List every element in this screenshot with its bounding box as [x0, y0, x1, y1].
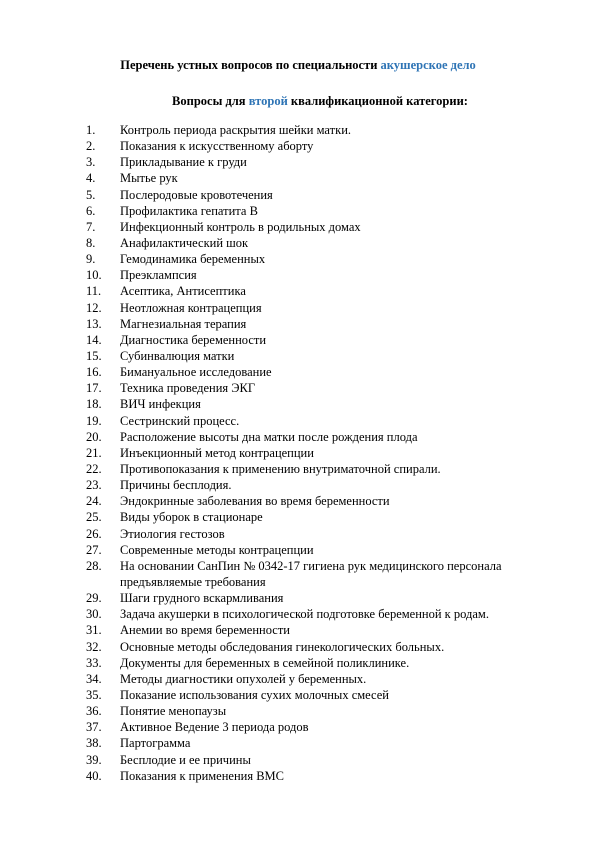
- question-number: 6.: [86, 203, 96, 218]
- question-number: 33.: [86, 655, 102, 670]
- question-text: Показания к искусственному аборту: [120, 139, 314, 154]
- question-text: Партограмма: [120, 736, 191, 751]
- question-number: 21.: [86, 445, 102, 460]
- title-accent: акушерское дело: [380, 58, 476, 72]
- question-item: [0, 687, 596, 703]
- question-text: Техника проведения ЭКГ: [120, 381, 256, 396]
- question-text: Противопоказания к применению внутриматочной спирали.: [120, 461, 441, 476]
- question-number: 35.: [86, 687, 102, 702]
- question-text: Диагностика беременности: [120, 332, 267, 347]
- question-number: 37.: [86, 720, 102, 735]
- question-number: 11.: [86, 284, 102, 299]
- question-text: Сестринский процесс.: [120, 413, 240, 428]
- question-item: [0, 300, 596, 316]
- question-item: [0, 622, 596, 638]
- question-text: Методы диагностики опухолей у беременных.: [120, 671, 367, 686]
- question-number: 27.: [86, 542, 102, 557]
- question-text: Гемодинамика беременных: [120, 252, 266, 267]
- document-subtitle: [0, 93, 596, 109]
- question-text: Виды уборок в стационаре: [120, 510, 263, 525]
- question-item: [0, 606, 596, 622]
- question-item: [0, 429, 596, 445]
- question-item: [0, 170, 596, 186]
- question-item: [0, 703, 596, 719]
- question-item: [0, 493, 596, 509]
- question-text: Шаги грудного вскармливания: [120, 591, 284, 606]
- question-item: [0, 639, 596, 655]
- subtitle-suffix: квалификационной категории:: [287, 94, 468, 108]
- question-item: [0, 283, 596, 299]
- question-number: 31.: [86, 623, 102, 638]
- question-text: Преэклампсия: [120, 268, 197, 283]
- question-text: Активное Ведение 3 периода родов: [120, 720, 309, 735]
- question-number: 28.: [86, 558, 102, 573]
- question-text: Расположение высоты дна матки после рождения плода: [120, 429, 418, 444]
- question-number: 13.: [86, 316, 102, 331]
- question-number: 15.: [86, 348, 102, 363]
- question-number: 4.: [86, 171, 96, 186]
- question-number: 1.: [86, 123, 96, 137]
- question-text: ВИЧ инфекция: [120, 397, 201, 412]
- question-text: Показания к применения ВМС: [120, 768, 285, 783]
- question-item: [0, 558, 596, 590]
- question-item: [0, 445, 596, 461]
- question-text: Послеродовые кровотечения: [120, 187, 273, 202]
- question-text: Мытье рук: [120, 171, 178, 186]
- question-item: [0, 461, 596, 477]
- question-item: [0, 203, 596, 219]
- question-item: [0, 768, 596, 784]
- question-number: 29.: [86, 591, 102, 606]
- subtitle-prefix: Вопросы для: [172, 94, 249, 108]
- question-text: Современные методы контрацепции: [120, 542, 314, 557]
- question-text: Неотложная контрацепция: [120, 300, 262, 315]
- question-item: [0, 235, 596, 251]
- question-number: 8.: [86, 235, 96, 250]
- question-item: [0, 122, 596, 138]
- question-number: 12.: [86, 300, 102, 315]
- question-text: Этиология гестозов: [120, 526, 225, 541]
- document-title: [0, 57, 596, 73]
- question-item: [0, 655, 596, 671]
- question-text: Контроль периода раскрытия шейки матки.: [120, 123, 352, 137]
- question-number: 14.: [86, 332, 102, 347]
- question-number: 7.: [86, 219, 96, 234]
- question-text: Понятие менопаузы: [120, 704, 227, 719]
- question-text: Задача акушерки в психологической подготовке беременной к родам.: [120, 607, 489, 622]
- question-text: На основании СанПин № 0342-17 гигиена рук медицинского персонала предъявляемые требования: [120, 558, 502, 589]
- question-text: Инъекционный метод контрацепции: [120, 445, 314, 460]
- question-item: [0, 526, 596, 542]
- question-text: Эндокринные заболевания во время беременности: [120, 494, 390, 509]
- question-item: [0, 396, 596, 412]
- question-number: 30.: [86, 607, 102, 622]
- question-text: Прикладывание к груди: [120, 155, 247, 170]
- question-number: 19.: [86, 413, 102, 428]
- question-item: [0, 332, 596, 348]
- question-text: Анемии во время беременности: [120, 623, 290, 638]
- question-item: [0, 671, 596, 687]
- question-number: 23.: [86, 478, 102, 493]
- question-text: Инфекционный контроль в родильных домах: [120, 219, 361, 234]
- question-number: 3.: [86, 155, 96, 170]
- question-item: [0, 267, 596, 283]
- question-text: Асептика, Антисептика: [120, 284, 246, 299]
- question-text: Показание использования сухих молочных смесей: [120, 687, 389, 702]
- question-number: 24.: [86, 494, 102, 509]
- question-item: [0, 752, 596, 768]
- question-item: [0, 316, 596, 332]
- question-number: 36.: [86, 704, 102, 719]
- question-number: 9.: [86, 252, 96, 267]
- question-text: Бимануальное исследование: [120, 365, 272, 380]
- question-text: Профилактика гепатита В: [120, 203, 258, 218]
- question-text: Причины бесплодия.: [120, 478, 232, 493]
- subtitle-accent: второй: [248, 94, 288, 108]
- question-number: 39.: [86, 752, 102, 767]
- title-prefix: Перечень устных вопросов по специальности: [120, 58, 381, 72]
- question-item: [0, 719, 596, 735]
- question-number: 18.: [86, 397, 102, 412]
- question-number: 10.: [86, 268, 102, 283]
- question-item: [0, 509, 596, 525]
- question-text: Анафилактический шок: [120, 235, 249, 250]
- question-item: [0, 251, 596, 267]
- question-number: 5.: [86, 187, 96, 202]
- question-item: [0, 138, 596, 154]
- question-text: Основные методы обследования гинекологических больных.: [120, 639, 445, 654]
- question-number: 38.: [86, 736, 102, 751]
- question-text: Субинвалюция матки: [120, 348, 235, 363]
- question-number: 34.: [86, 671, 102, 686]
- question-item: [0, 364, 596, 380]
- question-item: [0, 348, 596, 364]
- question-number: 40.: [86, 768, 102, 783]
- question-item: [0, 477, 596, 493]
- question-number: 2.: [86, 139, 96, 154]
- question-number: 26.: [86, 526, 102, 541]
- question-item: [0, 380, 596, 396]
- question-item: [0, 735, 596, 751]
- question-text: Бесплодие и ее причины: [120, 752, 251, 767]
- question-number: 25.: [86, 510, 102, 525]
- question-item: [0, 154, 596, 170]
- question-number: 22.: [86, 461, 102, 476]
- question-item: [0, 413, 596, 429]
- question-number: 16.: [86, 365, 102, 380]
- question-list: [0, 122, 596, 784]
- question-text: Документы для беременных в семейной поликлинике.: [120, 655, 410, 670]
- question-number: 32.: [86, 639, 102, 654]
- question-number: 17.: [86, 381, 102, 396]
- question-item: [0, 219, 596, 235]
- question-item: [0, 590, 596, 606]
- question-text: Магнезиальная терапия: [120, 316, 247, 331]
- question-item: [0, 187, 596, 203]
- question-item: [0, 542, 596, 558]
- question-number: 20.: [86, 429, 102, 444]
